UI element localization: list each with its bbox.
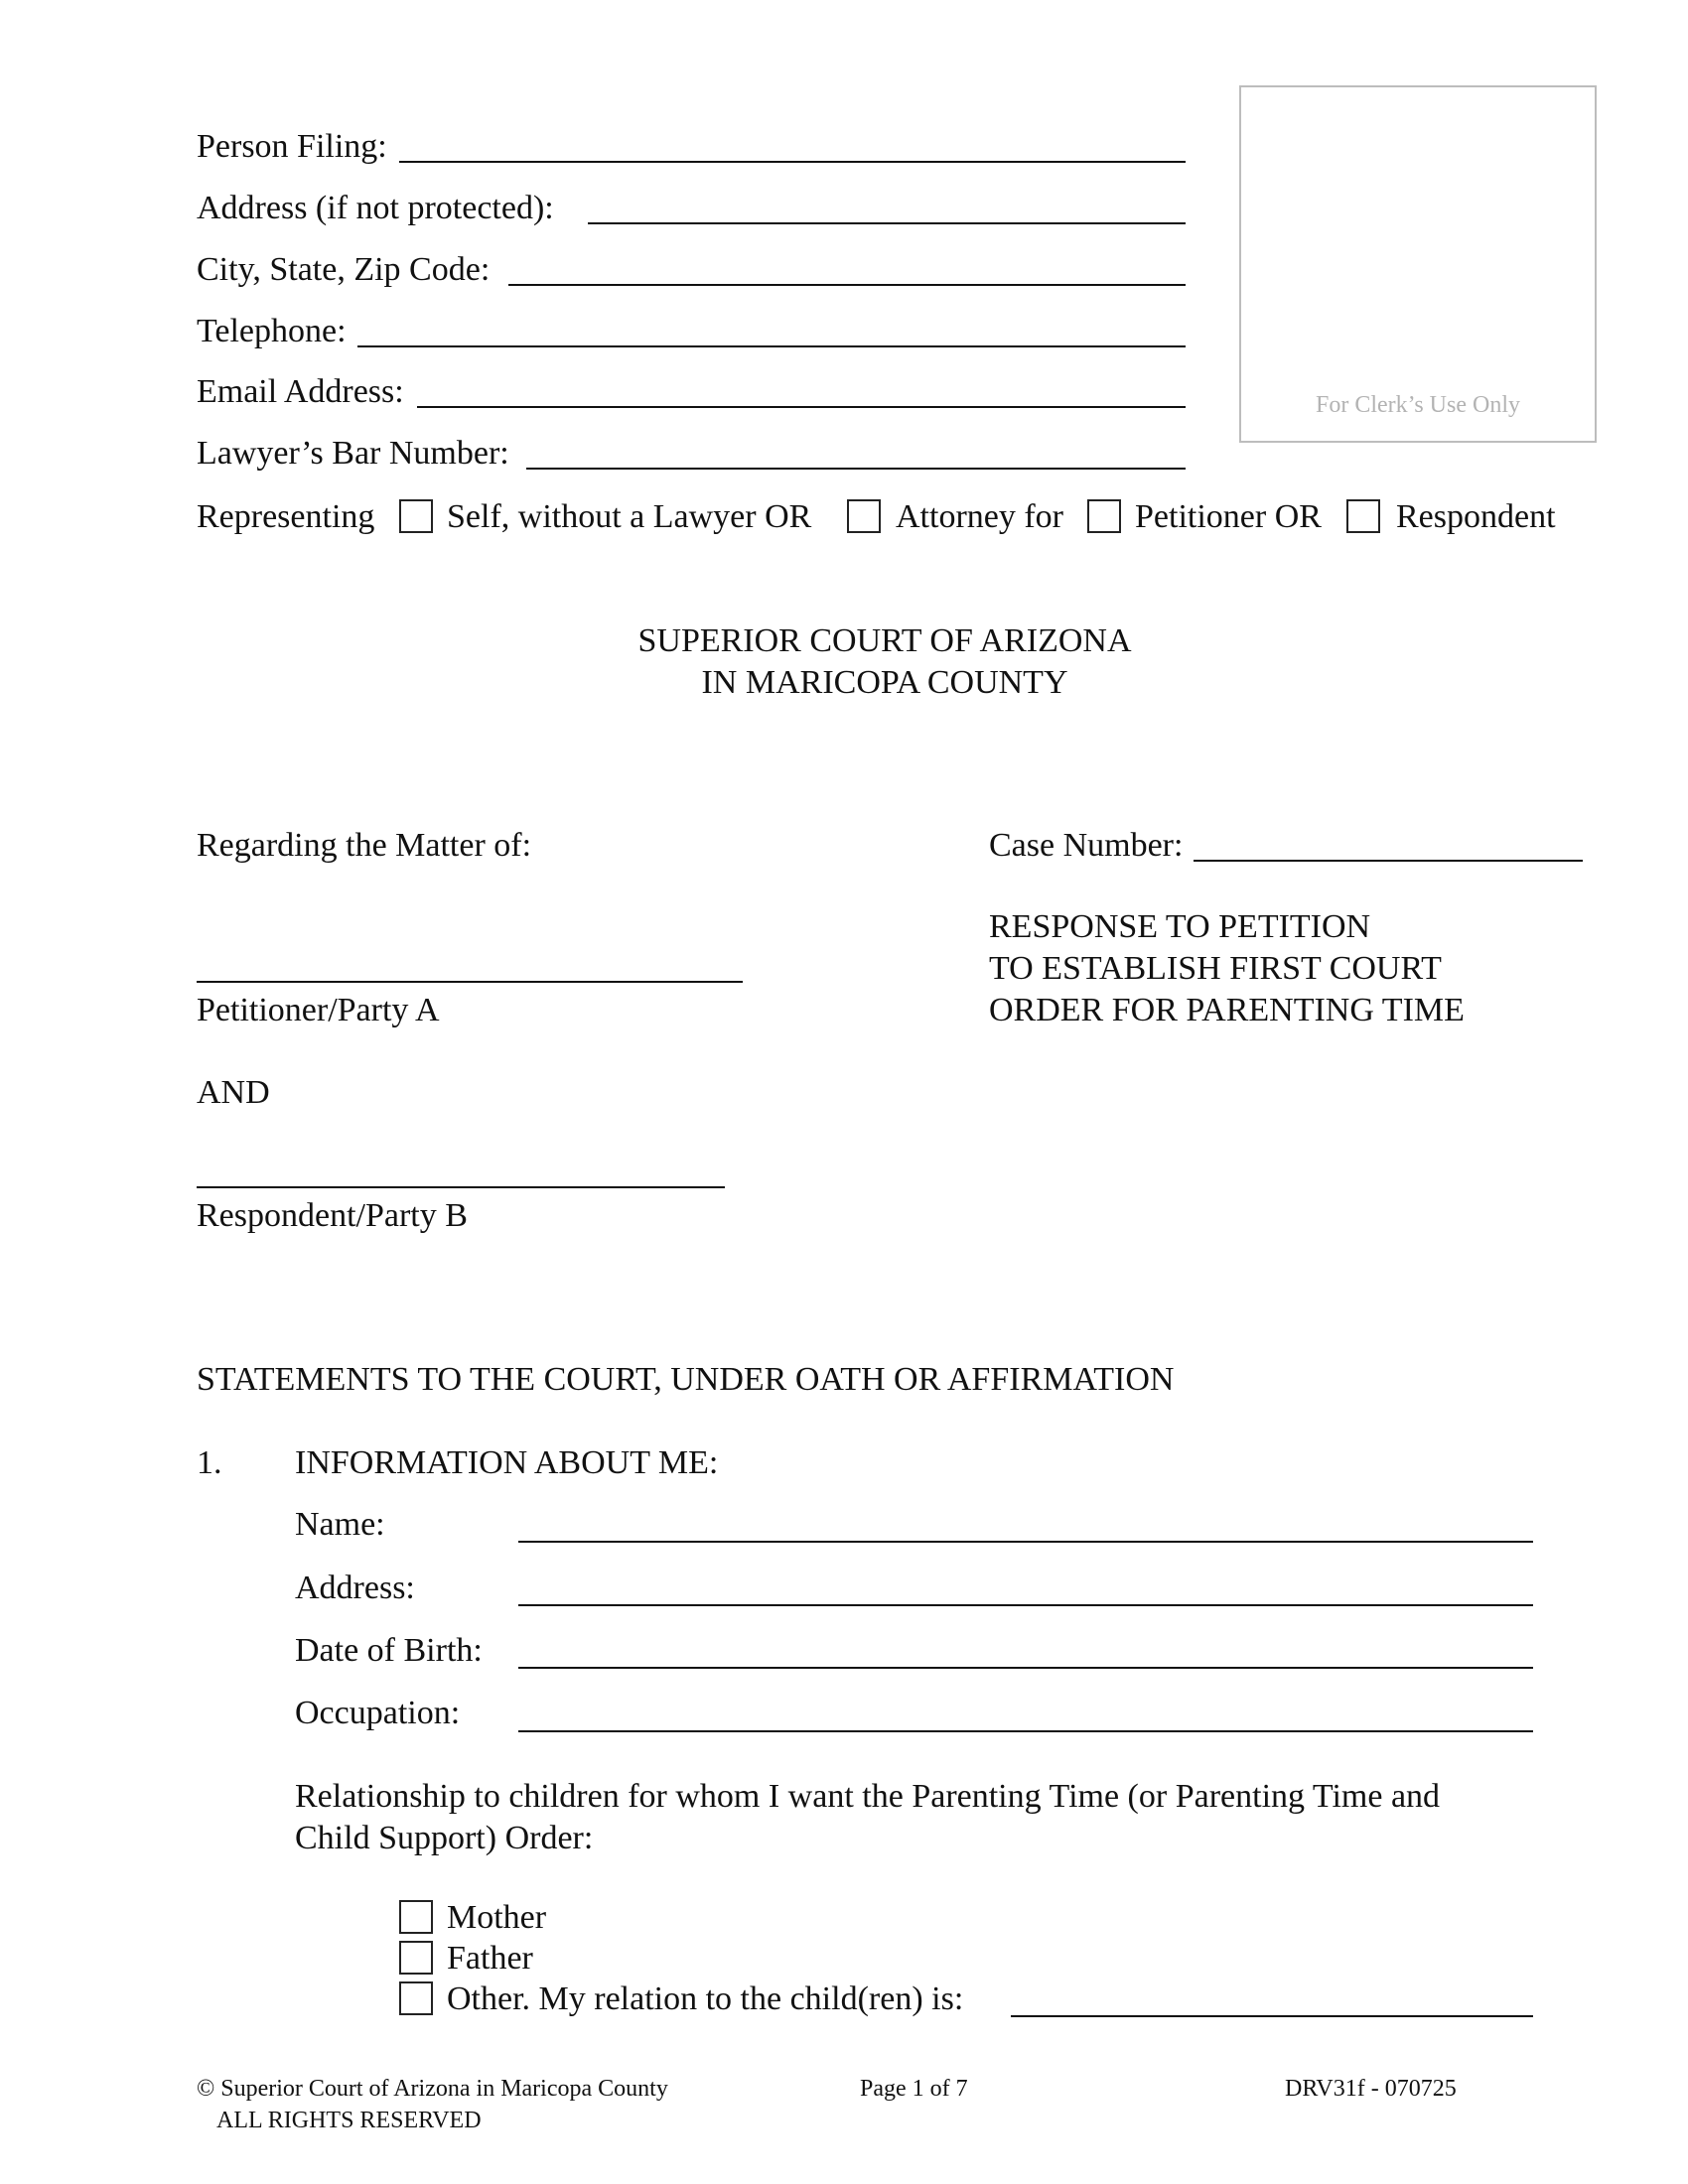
my-address-field[interactable] xyxy=(518,1604,1533,1606)
document-title-line1: RESPONSE TO PETITION xyxy=(989,908,1371,945)
email-field[interactable] xyxy=(417,406,1186,408)
person-filing-label: Person Filing: xyxy=(197,128,387,165)
mother-checkbox[interactable] xyxy=(399,1900,433,1934)
petitioner-option-label: Petitioner OR xyxy=(1135,498,1322,535)
document-title-line3: ORDER FOR PARENTING TIME xyxy=(989,992,1465,1028)
court-county: IN MARICOPA COUNTY xyxy=(701,664,1068,701)
bar-number-field[interactable] xyxy=(526,468,1186,470)
address-field[interactable] xyxy=(588,222,1186,224)
representing-label: Representing xyxy=(197,498,375,535)
other-label: Other. My relation to the child(ren) is: xyxy=(447,1980,964,2017)
court-name: SUPERIOR COURT OF ARIZONA xyxy=(637,622,1132,659)
telephone-label: Telephone: xyxy=(197,313,347,349)
attorney-checkbox[interactable] xyxy=(847,499,881,533)
dob-field[interactable] xyxy=(518,1667,1533,1669)
case-number-field[interactable] xyxy=(1194,860,1583,862)
self-option-label: Self, without a Lawyer OR xyxy=(447,498,812,535)
other-relation-field[interactable] xyxy=(1011,2015,1533,2017)
other-checkbox[interactable] xyxy=(399,1981,433,2015)
father-label: Father xyxy=(447,1940,533,1977)
respondent-name-field[interactable] xyxy=(197,1186,725,1188)
case-number-label: Case Number: xyxy=(989,827,1184,864)
father-checkbox[interactable] xyxy=(399,1941,433,1975)
footer-rights: ALL RIGHTS RESERVED xyxy=(216,2108,482,2133)
respondent-option-label: Respondent xyxy=(1396,498,1556,535)
respondent-label: Respondent/Party B xyxy=(197,1197,468,1234)
email-label: Email Address: xyxy=(197,373,404,410)
regarding-label: Regarding the Matter of: xyxy=(197,827,532,864)
address-label: Address (if not protected): xyxy=(197,190,554,226)
self-checkbox[interactable] xyxy=(399,499,433,533)
statements-heading: STATEMENTS TO THE COURT, UNDER OATH OR AFFIRMATION xyxy=(197,1361,1175,1398)
respondent-checkbox[interactable] xyxy=(1346,499,1380,533)
clerk-use-box xyxy=(1239,85,1597,443)
footer-copyright: © Superior Court of Arizona in Maricopa County xyxy=(197,2076,668,2102)
dob-label: Date of Birth: xyxy=(295,1632,483,1669)
and-label: AND xyxy=(197,1074,270,1111)
bar-number-label: Lawyer’s Bar Number: xyxy=(197,435,509,472)
city-state-zip-label: City, State, Zip Code: xyxy=(197,251,491,288)
document-title-line2: TO ESTABLISH FIRST COURT xyxy=(989,950,1442,987)
section-number: 1. xyxy=(197,1444,222,1481)
person-filing-field[interactable] xyxy=(399,161,1186,163)
clerk-use-label: For Clerk’s Use Only xyxy=(1316,392,1520,418)
my-address-label: Address: xyxy=(295,1570,415,1606)
relationship-text-line2: Child Support) Order: xyxy=(295,1820,594,1856)
petitioner-label: Petitioner/Party A xyxy=(197,992,440,1028)
telephone-field[interactable] xyxy=(357,345,1186,347)
relationship-text-line1: Relationship to children for whom I want the Parenting Time (or Parenting Time and xyxy=(295,1778,1441,1815)
name-field[interactable] xyxy=(518,1541,1533,1543)
occupation-field[interactable] xyxy=(518,1730,1533,1732)
petitioner-name-field[interactable] xyxy=(197,981,743,983)
mother-label: Mother xyxy=(447,1899,547,1936)
occupation-label: Occupation: xyxy=(295,1695,461,1731)
petitioner-checkbox[interactable] xyxy=(1087,499,1121,533)
section-title: INFORMATION ABOUT ME: xyxy=(295,1444,719,1481)
footer-form-id: DRV31f - 070725 xyxy=(1285,2076,1457,2102)
attorney-option-label: Attorney for xyxy=(896,498,1064,535)
city-state-zip-field[interactable] xyxy=(508,284,1186,286)
footer-page-number: Page 1 of 7 xyxy=(860,2076,968,2102)
name-label: Name: xyxy=(295,1506,385,1543)
